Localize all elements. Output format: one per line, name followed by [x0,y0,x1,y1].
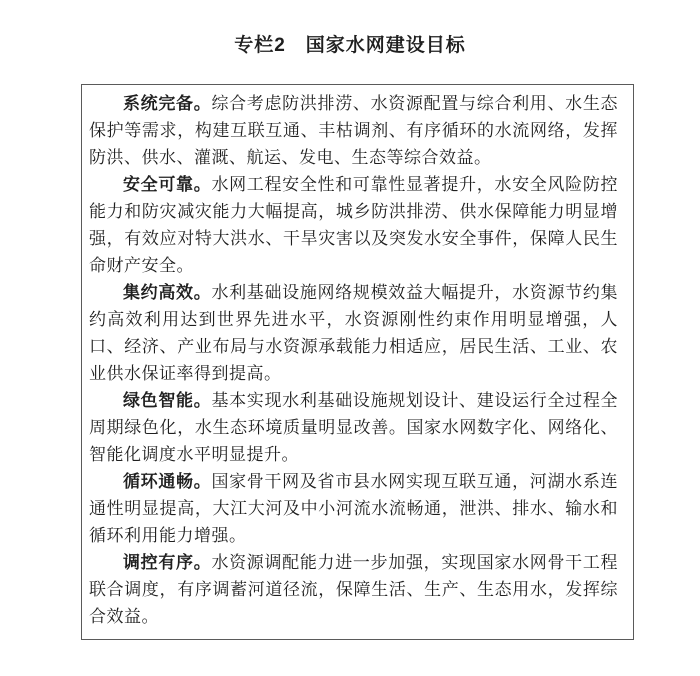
goal-paragraph-green [89,387,618,468]
goal-text: 综合考虑防洪排涝、水资源配置与综合利用、水生态保护等需求，构建互联互通、丰枯调剂、有序循环的水流网络，发挥防洪、供水、灌溉、航运、发电、生态等综合效益。 [89,94,619,167]
goal-text: 国家骨干网及省市县水网实现互联互通，河湖水系连通性明显提高，大江大河及中小河流水流畅通，泄洪、排水、输水和循环利用能力增强。 [89,472,619,545]
goal-text: 基本实现水利基础设施规划设计、建设运行全过程全周期绿色化，水生态环境质量明显改善。国家水网数字化、网络化、智能化调度水平明显提升。 [89,391,619,464]
goal-paragraph-efficiency [89,279,618,387]
goal-paragraph-circulation [89,468,618,549]
goal-paragraph-regulation [89,549,618,630]
goal-paragraph-system [89,90,618,171]
goal-text: 水利基础设施网络规模效益大幅提升，水资源节约集约高效利用达到世界先进水平，水资源刚性约束作用明显增强，人口、经济、产业布局与水资源承载能力相适应，居民生活、工业、农业供水保证率得到提高。 [89,283,619,383]
goal-term: 集约高效。 [123,283,212,302]
goal-term: 绿色智能。 [123,391,212,410]
goal-paragraph-safety [89,171,618,279]
goal-term: 循环通畅。 [123,472,212,491]
panel-title: 专栏2 国家水网建设目标 [234,35,466,56]
goal-text: 水网工程安全性和可靠性显著提升，水安全风险防控能力和防灾减灾能力大幅提高，城乡防洪排涝、供水保障能力明显增强，有效应对特大洪水、干旱灾害以及突发水安全事件，保障人民生命财产安全。 [89,175,619,275]
goal-text: 水资源调配能力进一步加强，实现国家水网骨干工程联合调度，有序调蓄河道径流，保障生活、生产、生态用水，发挥综合效益。 [89,553,619,626]
goals-panel [81,84,634,640]
goal-term: 调控有序。 [123,553,212,572]
goal-term: 安全可靠。 [123,175,212,194]
goal-term: 系统完备。 [123,94,212,113]
